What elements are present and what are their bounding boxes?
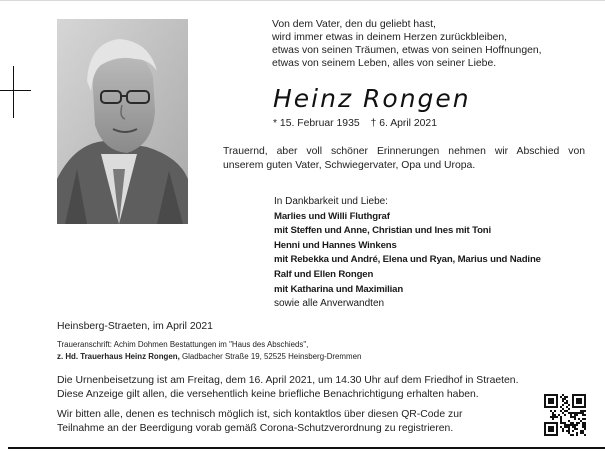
family-closing: sowie alle Anverwandten [274,298,385,310]
poem-line: wird immer etwas in deinem Herzen zurückbleiben, [272,32,508,44]
family-line: mit Katharina und Maximilian [274,283,404,295]
poem-line: etwas von seinem Leben, alles von seiner Liebe. [272,58,497,70]
notice-urn-burial: Die Urnenbeisetzung ist am Freitag, dem 16. April 2021, um 14.30 Uhr auf dem Friedhof in Straeten. [57,375,519,386]
notice-registration: Teilnahme an der Beerdigung vorab gemäß Corona-Schutzverordnung zu registrieren. [57,423,454,435]
family-line: Henni und Hannes Winkens [274,239,397,251]
notices [57,374,541,437]
birth-date: * 15. Februar 1935 [273,118,360,129]
poem-line: Von dem Vater, den du geliebt hast, [272,19,436,30]
address-line [57,351,361,363]
address-recipient: z. Hd. Trauerhaus Heinz Rongen, [57,351,180,361]
family-line: mit Rebekka und André, Elena und Ryan, Marius und Nadine [274,254,541,266]
address-line: Traueranschrift: Achim Dohmen Bestattungen im "Haus des Abschieds", [57,340,309,349]
deceased-name: Heinz Rongen [273,84,471,113]
bottom-divider [8,447,605,449]
poem-line: etwas von seinen Träumen, etwas von seinen Hoffnungen, [272,45,542,57]
place-date: Heinsberg-Straeten, im April 2021 [57,321,213,332]
farewell-line: unserem guten Vater, Schwiegervater, Opa und Uropa. [223,160,476,171]
family-line: mit Steffen und Anne, Christian und Ines mit Toni [274,225,492,237]
memorial-poem [272,18,602,70]
family-intro: In Dankbarkeit und Liebe: [274,196,388,207]
notice-registration: Wir bitten alle, denen es technisch möglich ist, sich kontaktlos über diesen QR-Code zur [57,408,463,420]
address-street: Gladbacher Straße 19, 52525 Heinsberg-Dremmen [179,351,362,361]
family-line: Marlies und Willi Fluthgraf [274,210,390,222]
farewell-text [223,145,585,173]
death-date: † 6. April 2021 [370,118,437,129]
cross-horizontal-bar [0,90,31,91]
top-divider [0,0,605,1]
portrait-illustration [57,19,188,224]
mourning-family [274,195,594,312]
mourning-address [57,339,361,362]
life-dates [273,118,437,129]
cross-vertical-bar [13,66,14,118]
qr-code-icon[interactable] [544,394,586,436]
portrait-photo [57,19,188,224]
family-line: Ralf und Ellen Rongen [274,268,374,280]
farewell-line: Trauernd, aber voll schöner Erinnerungen nehmen wir Abschied von [223,146,585,157]
notice-general: Diese Anzeige gilt allen, die versehentlich keine briefliche Benachrichtigung erhalten haben. [57,389,479,401]
